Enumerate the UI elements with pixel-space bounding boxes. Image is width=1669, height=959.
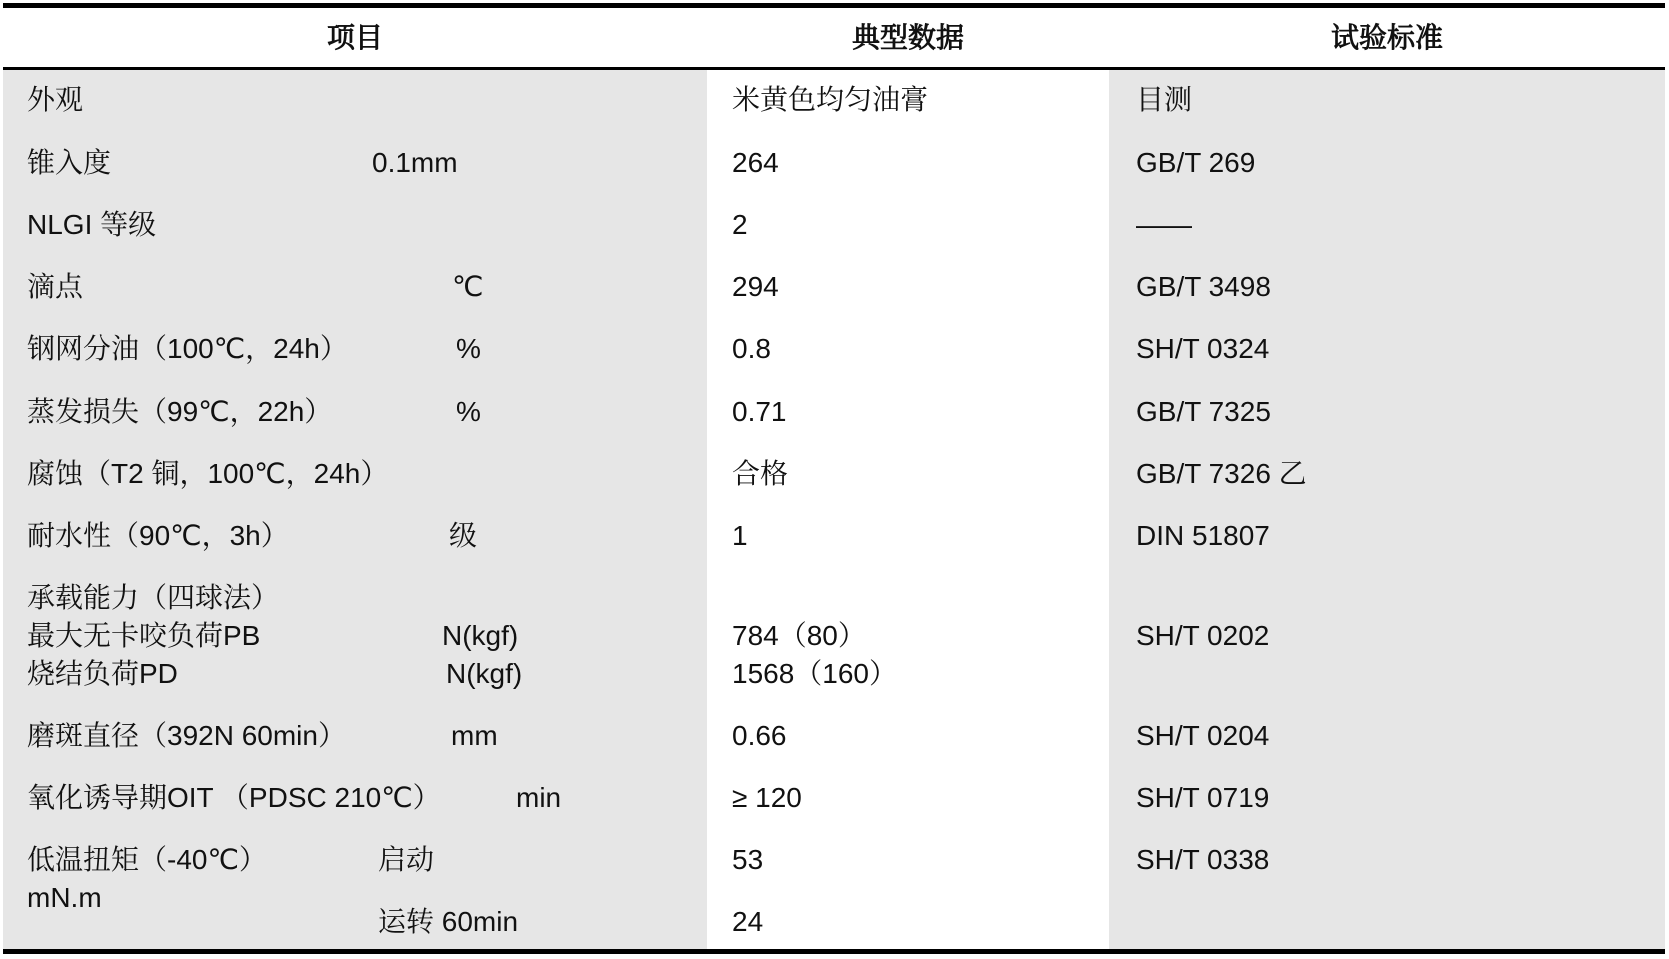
row-dropping-point-unit: ℃ [452,271,484,302]
row-oxidation-induction-unit: min [516,782,562,813]
column-item-background [3,69,707,951]
row-corrosion-item: 腐蚀（T2 铜，100℃，24h） [27,458,389,489]
header-item: 项目 [326,22,383,53]
header-test-standard: 试验标准 [1330,22,1443,53]
header-typical-data: 典型数据 [851,22,964,53]
row-appearance-value: 米黄色均匀油膏 [732,84,929,115]
row-water-resistance-item: 耐水性（90℃，3h） [27,520,289,551]
row-nlgi-item: NLGI 等级 [27,209,157,240]
row-oxidation-induction-item: 氧化诱导期OIT （PDSC 210℃） [27,782,441,813]
row-water-resistance-standard: DIN 51807 [1136,520,1270,551]
row-low-temp-torque-running-value: 24 [732,906,764,937]
row-penetration-value: 264 [732,147,779,178]
table-bottom-rule [3,949,1665,954]
row-oil-separation-value: 0.8 [732,333,771,364]
row-low-temp-torque-running-label: 运转 60min [378,906,519,937]
row-penetration-unit: 0.1mm [372,147,458,178]
row-nlgi-value: 2 [732,209,748,240]
row-load-capacity-pd-value: 1568（160） [732,658,898,689]
row-wear-scar-standard: SH/T 0204 [1136,720,1270,751]
row-dropping-point-item: 滴点 [27,271,84,302]
row-water-resistance-unit: 级 [449,520,478,551]
table-top-rule [3,3,1665,8]
row-oil-separation-item: 钢网分油（100℃，24h） [27,333,348,364]
row-wear-scar-item: 磨斑直径（392N 60min） [27,720,346,751]
row-load-capacity-item: 承载能力（四球法） [27,582,280,613]
row-penetration-standard: GB/T 269 [1136,147,1256,178]
row-dropping-point-standard: GB/T 3498 [1136,271,1271,302]
row-corrosion-value: 合格 [732,458,789,489]
row-evaporation-loss-unit: % [456,396,481,427]
row-oil-separation-unit: % [456,333,481,364]
row-appearance-standard: 目测 [1136,84,1193,115]
row-water-resistance-value: 1 [732,520,748,551]
row-load-capacity-standard: SH/T 0202 [1136,620,1270,651]
row-evaporation-loss-standard: GB/T 7325 [1136,396,1271,427]
row-dropping-point-value: 294 [732,271,779,302]
row-evaporation-loss-value: 0.71 [732,396,787,427]
table-header-rule [3,67,1665,70]
row-evaporation-loss-item: 蒸发损失（99℃，22h） [27,396,333,427]
row-appearance-item: 外观 [27,84,84,115]
row-low-temp-torque-item: 低温扭矩（-40℃） [27,844,267,875]
row-oxidation-induction-value: ≥ 120 [732,782,802,813]
row-nlgi-standard: —— [1136,209,1192,240]
column-standard-background [1109,69,1665,951]
row-load-capacity-pd-unit: N(kgf) [446,658,523,689]
row-low-temp-torque-standard: SH/T 0338 [1136,844,1270,875]
row-low-temp-torque-start-label: 启动 [378,844,435,875]
row-wear-scar-value: 0.66 [732,720,787,751]
row-load-capacity-pd-label: 烧结负荷PD [27,658,178,689]
row-wear-scar-unit: mm [451,720,498,751]
row-corrosion-standard: GB/T 7326 乙 [1136,458,1307,489]
row-penetration-item: 锥入度 [27,147,112,178]
row-oil-separation-standard: SH/T 0324 [1136,333,1270,364]
row-oxidation-induction-standard: SH/T 0719 [1136,782,1270,813]
row-low-temp-torque-unit: mN.m [27,882,102,913]
row-low-temp-torque-start-value: 53 [732,844,764,875]
row-load-capacity-pb-value: 784（80） [732,620,866,651]
row-load-capacity-pb-unit: N(kgf) [442,620,519,651]
row-load-capacity-pb-label: 最大无卡咬负荷PB [27,620,261,651]
